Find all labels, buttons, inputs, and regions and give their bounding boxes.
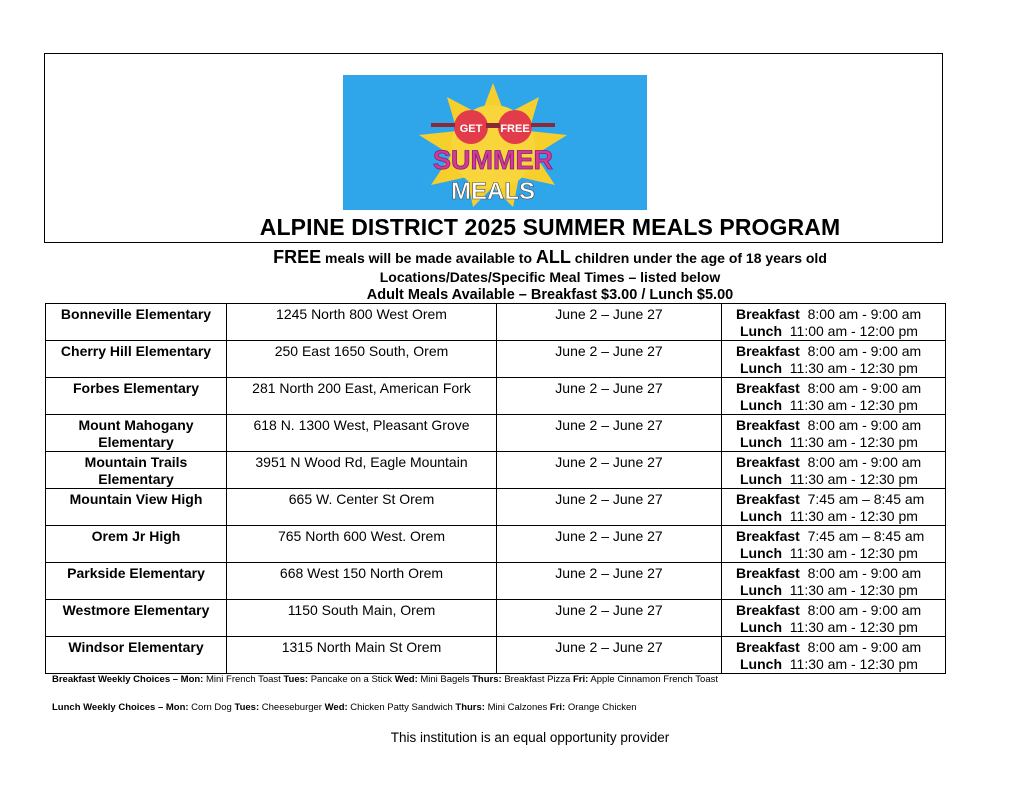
lunch-label: Lunch [740, 582, 782, 598]
lunch-time-line [736, 471, 945, 488]
breakfast-time-line [736, 454, 945, 471]
breakfast-fri-label: Fri: [572, 674, 589, 685]
site-address: 668 West 150 North Orem [227, 563, 497, 600]
lunch-label: Lunch [740, 656, 782, 672]
table-row [46, 304, 946, 341]
site-dates: June 2 – June 27 [497, 563, 722, 600]
logo-get-text: GET [459, 123, 483, 135]
site-meal-times [722, 378, 946, 415]
site-location: Cherry Hill Elementary [46, 341, 227, 378]
site-address: 1315 North Main St Orem [227, 637, 497, 674]
summer-meals-logo [343, 75, 647, 210]
free-meals-statement [0, 247, 1024, 268]
breakfast-thurs-label: Thurs: [472, 674, 502, 685]
site-address: 618 N. 1300 West, Pleasant Grove [227, 415, 497, 452]
lunch-time: 11:30 am - 12:30 pm [789, 397, 918, 413]
site-address: 1245 North 800 West Orem [227, 304, 497, 341]
lunch-wed-label: Wed: [324, 702, 348, 713]
lunch-time: 11:30 am - 12:30 pm [789, 619, 918, 635]
lunch-label: Lunch [740, 545, 782, 561]
breakfast-mon: Mini French Toast [203, 674, 284, 685]
breakfast-time-line [736, 639, 945, 656]
breakfast-time-line [736, 491, 945, 508]
breakfast-time-line [736, 602, 945, 619]
site-meal-times [722, 415, 946, 452]
site-location: Westmore Elementary [46, 600, 227, 637]
breakfast-time-line [736, 565, 945, 582]
breakfast-thurs: Breakfast Pizza [501, 674, 573, 685]
site-location: Mountain Trails Elementary [46, 452, 227, 489]
site-meal-times [722, 489, 946, 526]
breakfast-weekly-choices [52, 674, 718, 685]
lunch-time: 11:00 am - 12:00 pm [789, 323, 918, 339]
breakfast-label: Breakfast [736, 528, 800, 544]
free-word: FREE [273, 247, 322, 267]
lunch-tues-label: Tues: [234, 702, 260, 713]
site-meal-times [722, 526, 946, 563]
site-dates: June 2 – June 27 [497, 452, 722, 489]
lunch-time: 11:30 am - 12:30 pm [789, 360, 918, 376]
site-address: 250 East 1650 South, Orem [227, 341, 497, 378]
breakfast-weekly-label: Breakfast Weekly Choices – Mon: [52, 674, 204, 685]
breakfast-label: Breakfast [736, 639, 800, 655]
site-meal-times [722, 563, 946, 600]
site-meal-times [722, 452, 946, 489]
lunch-time: 11:30 am - 12:30 pm [789, 508, 918, 524]
site-meal-times [722, 341, 946, 378]
table-row [46, 489, 946, 526]
site-dates: June 2 – June 27 [497, 378, 722, 415]
site-address: 281 North 200 East, American Fork [227, 378, 497, 415]
lunch-time-line [736, 434, 945, 451]
site-dates: June 2 – June 27 [497, 304, 722, 341]
site-address: 765 North 600 West. Orem [227, 526, 497, 563]
site-dates: June 2 – June 27 [497, 637, 722, 674]
breakfast-time-line [736, 528, 945, 545]
logo-free-text: FREE [500, 123, 530, 135]
meal-sites-table [45, 303, 946, 674]
breakfast-time: 8:00 am - 9:00 am [807, 454, 922, 470]
site-address: 3951 N Wood Rd, Eagle Mountain [227, 452, 497, 489]
breakfast-time: 8:00 am - 9:00 am [807, 306, 922, 322]
table-row [46, 563, 946, 600]
breakfast-time: 7:45 am – 8:45 am [807, 491, 925, 507]
breakfast-time: 8:00 am - 9:00 am [807, 602, 922, 618]
site-location: Windsor Elementary [46, 637, 227, 674]
lunch-time-line [736, 656, 945, 673]
site-location: Parkside Elementary [46, 563, 227, 600]
site-meal-times [722, 637, 946, 674]
site-address: 665 W. Center St Orem [227, 489, 497, 526]
all-word: ALL [535, 247, 571, 267]
breakfast-time: 8:00 am - 9:00 am [807, 417, 922, 433]
table-row [46, 637, 946, 674]
table-row [46, 378, 946, 415]
site-dates: June 2 – June 27 [497, 600, 722, 637]
table-row [46, 415, 946, 452]
breakfast-time-line [736, 343, 945, 360]
lunch-label: Lunch [740, 397, 782, 413]
lunch-mon: Corn Dog [188, 702, 235, 713]
lunch-time: 11:30 am - 12:30 pm [789, 582, 918, 598]
lunch-label: Lunch [740, 434, 782, 450]
equal-opportunity-footer: This institution is an equal opportunity provider [390, 730, 670, 745]
lunch-time-line [736, 508, 945, 525]
lunch-label: Lunch [740, 360, 782, 376]
table-row [46, 526, 946, 563]
breakfast-time: 8:00 am - 9:00 am [807, 343, 922, 359]
lunch-label: Lunch [740, 471, 782, 487]
breakfast-fri: Apple Cinnamon French Toast [588, 674, 719, 685]
lunch-wed: Chicken Patty Sandwich [347, 702, 456, 713]
logo-meals-text: MEALS [451, 178, 535, 205]
breakfast-time-line [736, 417, 945, 434]
lunch-time: 11:30 am - 12:30 pm [789, 545, 918, 561]
site-meal-times [722, 600, 946, 637]
breakfast-time: 8:00 am - 9:00 am [807, 380, 922, 396]
breakfast-time-line [736, 306, 945, 323]
lunch-thurs: Mini Calzones [484, 702, 550, 713]
table-row [46, 452, 946, 489]
breakfast-time: 8:00 am - 9:00 am [807, 565, 922, 581]
site-location: Orem Jr High [46, 526, 227, 563]
site-location: Mount Mahogany Elementary [46, 415, 227, 452]
site-meal-times [722, 304, 946, 341]
locations-subtitle: Locations/Dates/Specific Meal Times – listed below [379, 269, 721, 285]
site-dates: June 2 – June 27 [497, 341, 722, 378]
lunch-time-line [736, 360, 945, 377]
breakfast-time: 7:45 am – 8:45 am [807, 528, 925, 544]
site-address: 1150 South Main, Orem [227, 600, 497, 637]
breakfast-tues: Pancake on a Stick [308, 674, 395, 685]
breakfast-label: Breakfast [736, 417, 800, 433]
adult-meals-subtitle: Adult Meals Available – Breakfast $3.00 / Lunch $5.00 [366, 287, 734, 303]
breakfast-tues-label: Tues: [283, 674, 309, 685]
breakfast-wed: Mini Bagels [417, 674, 473, 685]
table-row [46, 341, 946, 378]
lunch-weekly-choices [52, 702, 637, 713]
site-location: Bonneville Elementary [46, 304, 227, 341]
breakfast-label: Breakfast [736, 602, 800, 618]
breakfast-label: Breakfast [736, 306, 800, 322]
lunch-fri-label: Fri: [549, 702, 566, 713]
lunch-time-line [736, 397, 945, 414]
lunch-label: Lunch [740, 508, 782, 524]
site-location: Mountain View High [46, 489, 227, 526]
breakfast-label: Breakfast [736, 565, 800, 581]
statement-part-a: meals will be made available to [321, 250, 536, 266]
breakfast-time: 8:00 am - 9:00 am [807, 639, 922, 655]
lunch-time: 11:30 am - 12:30 pm [789, 656, 918, 672]
lunch-time-line [736, 323, 945, 340]
lunch-weekly-label: Lunch Weekly Choices – Mon: [52, 702, 189, 713]
lunch-time: 11:30 am - 12:30 pm [789, 471, 918, 487]
breakfast-time-line [736, 380, 945, 397]
lunch-time-line [736, 582, 945, 599]
lunch-fri: Orange Chicken [565, 702, 637, 713]
breakfast-label: Breakfast [736, 343, 800, 359]
logo-summer-text: SUMMER [433, 145, 553, 175]
statement-part-b: children under the age of 18 years old [570, 250, 827, 266]
site-dates: June 2 – June 27 [497, 526, 722, 563]
site-dates: June 2 – June 27 [497, 415, 722, 452]
site-dates: June 2 – June 27 [497, 489, 722, 526]
lunch-label: Lunch [740, 323, 782, 339]
table-row [46, 600, 946, 637]
site-location: Forbes Elementary [46, 378, 227, 415]
lunch-time-line [736, 545, 945, 562]
breakfast-wed-label: Wed: [394, 674, 418, 685]
breakfast-label: Breakfast [736, 491, 800, 507]
lunch-label: Lunch [740, 619, 782, 635]
breakfast-label: Breakfast [736, 380, 800, 396]
breakfast-label: Breakfast [736, 454, 800, 470]
lunch-time-line [736, 619, 945, 636]
page-title: ALPINE DISTRICT 2025 SUMMER MEALS PROGRAM [259, 214, 841, 240]
lunch-thurs-label: Thurs: [455, 702, 485, 713]
lunch-tues: Cheeseburger [259, 702, 325, 713]
lunch-time: 11:30 am - 12:30 pm [789, 434, 918, 450]
